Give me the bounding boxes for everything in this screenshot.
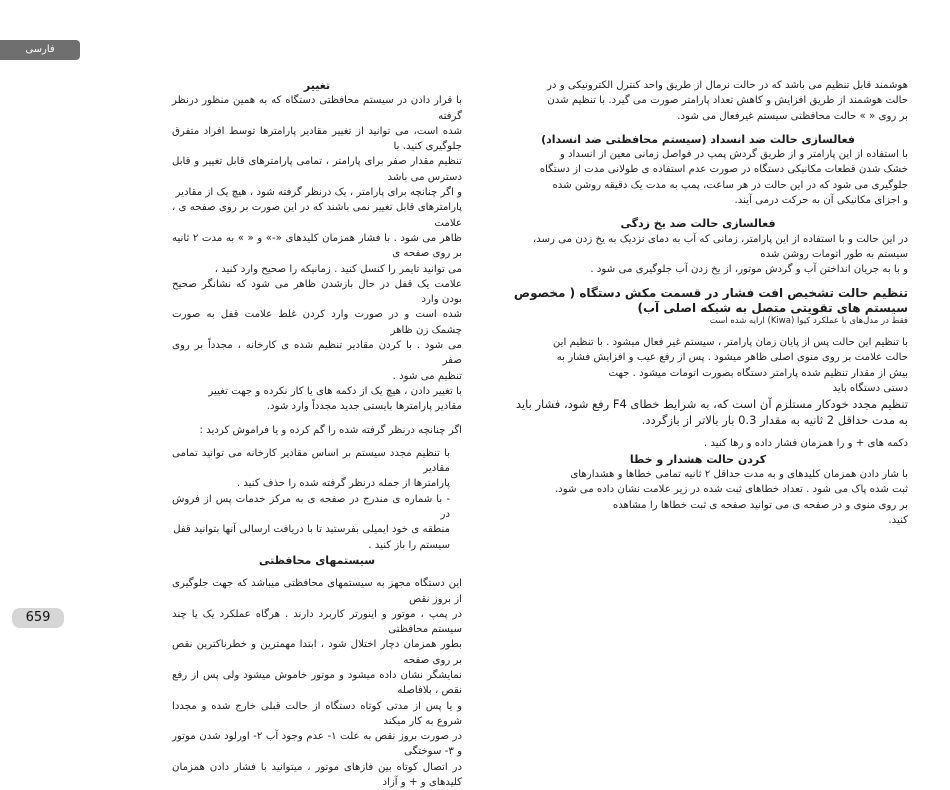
paragraph-lock-l11: تنظیم می شود . [392, 370, 462, 382]
list-email-l2: منطقه ی خود ایمیلی بفرستید تا با دریافت ارسالی آنها بتوانید قفل [173, 524, 450, 536]
paragraph-lock-l10: می شود . با کردن مقادیر تنظیم شده ی کارخانه ، مجدداً بر روی صفر [172, 340, 462, 367]
left-column [172, 78, 462, 789]
buttons-press-line: دکمه های + و را همزمان فشار داده و رها کنید . [703, 438, 908, 450]
paragraph-protection-l6: در صورت بروز نقص به علت ١- عدم وجود آب ٢- اورلود شدن موتور و ٣- سوختگی [172, 731, 462, 758]
paragraph-change-l1: با تغییر دادن ، هیچ یک از دکمه های یا کار نکرده و جهت تغییر [208, 385, 462, 397]
heading-anti-freeze: فعالسازی حالت ضد یخ زدگی [620, 217, 776, 231]
paragraph-forgot: اگر چنانچه درنظر گرفته شده را گم کرده و یا فراموش کردید : [199, 424, 462, 436]
list-reset-l2: پارامترها از جمله درنظر گرفته شده را حذف کنید . [236, 478, 450, 490]
paragraph-protection-l1: این دستگاه مجهز به سیستمهای محافظتی میباشد که جهت جلوگیری از بروز نقص [172, 578, 462, 605]
heading-anti-block: فعالسازی حالت ضد انسداد (سیستم محافظتی ضد انسداد) [541, 132, 855, 146]
heading-low-pressure-l1: تنظیم حالت تشخیص افت فشار در قسمت مکش دستگاه ( مخصوص [513, 285, 908, 300]
paragraph-lock-l6: ظاهر می شود . با فشار همزمان کلیدهای «-» و « » به مدت ٢ ثانیه بر روی صفحه ی [172, 232, 462, 260]
low-pressure-l2: حالت علامت بر روی منوی اصلی ظاهر میشود . پس از رفع عیب و افزایش فشار به [556, 352, 908, 364]
list-email-l1: - با شماره ی مندرج در صفحه ی به مرکز خدمات پس از فروش در [172, 493, 450, 521]
paragraph-lock-l7: می توانید تایمر را کنسل کنید . زمانیکه را صحیح وارد کنید ، [214, 263, 462, 275]
kiwa-note: فقط در مدل‌های با عملکرد کیوا (Kiwa) ارایه شده است [709, 316, 908, 327]
low-pressure-l3: بیش از مقدار تنظیم شده پارامتر دستگاه بصورت اتومات میشود . جهت [608, 367, 908, 379]
paragraph-protection-l5: و یا پس از مدتی کوتاه دستگاه از حالت قبلی خارج شده و مجددا شروع به کار میکند [172, 700, 462, 727]
low-pressure-l4: دستی دستگاه باید [832, 383, 908, 395]
paragraph-lock-l9: شده است و در صورت وارد کردن غلط علامت قفل به صورت چشمک زن ظاهر [172, 309, 462, 336]
paragraph-lock-l2: شده است، می توانید از تغییر مقادیر پارامترها توسط افراد متفرق جلوگیری کنید. با [172, 125, 462, 153]
paragraph-protection-l2: در پمپ ، موتور و اینورتر کاربرد دارند . هرگاه عملکرد یک یا چند سیستم محافظتی [172, 608, 462, 636]
anti-freeze-l3: و با به جریان انداختن آب و گردش موتور، از یخ زدن آب جلوگیری می شود . [590, 264, 908, 276]
paragraph-change-l2: مقادیر پارامترها بایستی جدید مجدداً وارد شود. [266, 401, 462, 413]
intro-l2: حالت هوشمند از طریق افزایش و کاهش تعداد پارامتر صورت می گیرد. با تنظیم شدن [547, 95, 908, 107]
language-tab[interactable]: فارسی [0, 40, 80, 60]
section-title-change: تغییر [303, 79, 331, 92]
auto-reset-l1: تنظیم مجدد خودکار مستلزم آن است که، به شرایط خطای F4 رفع شود، فشار باید [515, 397, 908, 412]
intro-l3: بر روی « » حالت محافظتی سیستم غیرفعال می شود. [677, 110, 908, 122]
heading-low-pressure-l2: سیستم های تقویتی متصل به شبکه اصلی آب) [637, 300, 908, 315]
paragraph-protection-l7: در اتصال کوتاه بین فازهای موتور ، میتوانید با فشار دادن همزمان کلیدهای و + و آزاد [172, 761, 462, 789]
reset-alarms-l4: کنید. [888, 514, 908, 526]
right-column [488, 78, 908, 608]
anti-block-l2: خشک شدن قطعات مکانیکی دستگاه در صورت عدم استفاده ی طولانی مدت از دستگاه [539, 164, 908, 176]
anti-freeze-l1: در این حالت و با استفاده از این پارامتر، زمانی که آب به دمای نزدیک به یخ زدن می رسد، [532, 233, 908, 245]
intro-l1: هوشمند قابل تنظیم می باشد که در حالت نرمال از طریق واحد کنترل الکترونیکی و در [547, 80, 908, 91]
paragraph-lock-l5: پارامترهای قابل تغییر نمی باشند که در این صورت بر روی صفحه ی ، علامت [172, 202, 462, 229]
list-email-l3: سیستم را باز کنید . [368, 539, 450, 551]
auto-reset-l2: به مدت حداقل 2 ثانیه به مقدار 0.3 بار بالاتر از بازگردد. [641, 413, 908, 428]
anti-block-l1: با استفاده از این پارامتر و از طریق گردش پمپ در فواصل زمانی معین از انسداد و [559, 149, 908, 161]
paragraph-protection-l3: بطور همزمان دچار اختلال شود ، ابتدا مهمترین و خطرناکترین نقص بر روی صفحه [172, 639, 462, 666]
anti-block-l3: جلوگیری می شود که در این حالت در هر ساعت، پمپ به مدت یک دقیقه روشن شده [552, 179, 908, 191]
low-pressure-l1: با تنظیم این حالت پس از پایان زمان پارامتر ، سیستم غیر فعال میشود . با تنظیم این [552, 337, 908, 349]
paragraph-lock-l3: تنظیم مقدار صفر برای پارامتر ، تمامی پارامترهای قابل تغییر و قابل دسترس می باشد [172, 156, 462, 183]
reset-alarms-l1: با شار دادن همزمان کلیدهای و به مدت حداقل ٢ ثانیه تمامی خطاها و هشدارهای [570, 468, 908, 480]
reset-alarms-l3: بر روی منوی و در صفحه ی می توانید صفحه ی ثبت خطاها را مشاهده [612, 499, 908, 511]
section-title-protection-systems: سیستمهای محافظتی [258, 553, 376, 567]
anti-freeze-l2: سیستم به طور اتومات روشن شده [760, 248, 908, 260]
paragraph-lock-l8: علامت یک قفل در حال بازشدن ظاهر می شود که نشانگر صحیح بودن وارد [172, 278, 462, 306]
paragraph-lock-l4: و اگر چنانچه برای پارامتر ، یک درنظر گرفته شود ، هیچ یک از مقادیر [175, 187, 462, 199]
heading-reset-alarms: کردن حالت هشدار و خطا [629, 452, 767, 466]
anti-block-l4: و اجزای مکانیکی آن به حرکت درمی آیند. [734, 195, 908, 207]
reset-alarms-l2: ثبت شده پاک می شود . تعداد خطاهای ثبت شده در زیر علامت نشان داده می شود. [554, 484, 908, 496]
paragraph-lock-l1: با قرار دادن در سیستم محافظتی دستگاه که به همین منظور درنظر گرفته [172, 95, 462, 122]
list-reset-l1: با تنظیم مجدد سیستم بر اساس مقادیر کارخانه می توانید تمامی مقادیر [172, 447, 450, 475]
page-number: 659 [12, 608, 64, 628]
paragraph-protection-l4: نمایشگر نشان داده میشود و موتور خاموش میشود ولی پس از رفع نقص ، بلافاصله [172, 669, 462, 697]
